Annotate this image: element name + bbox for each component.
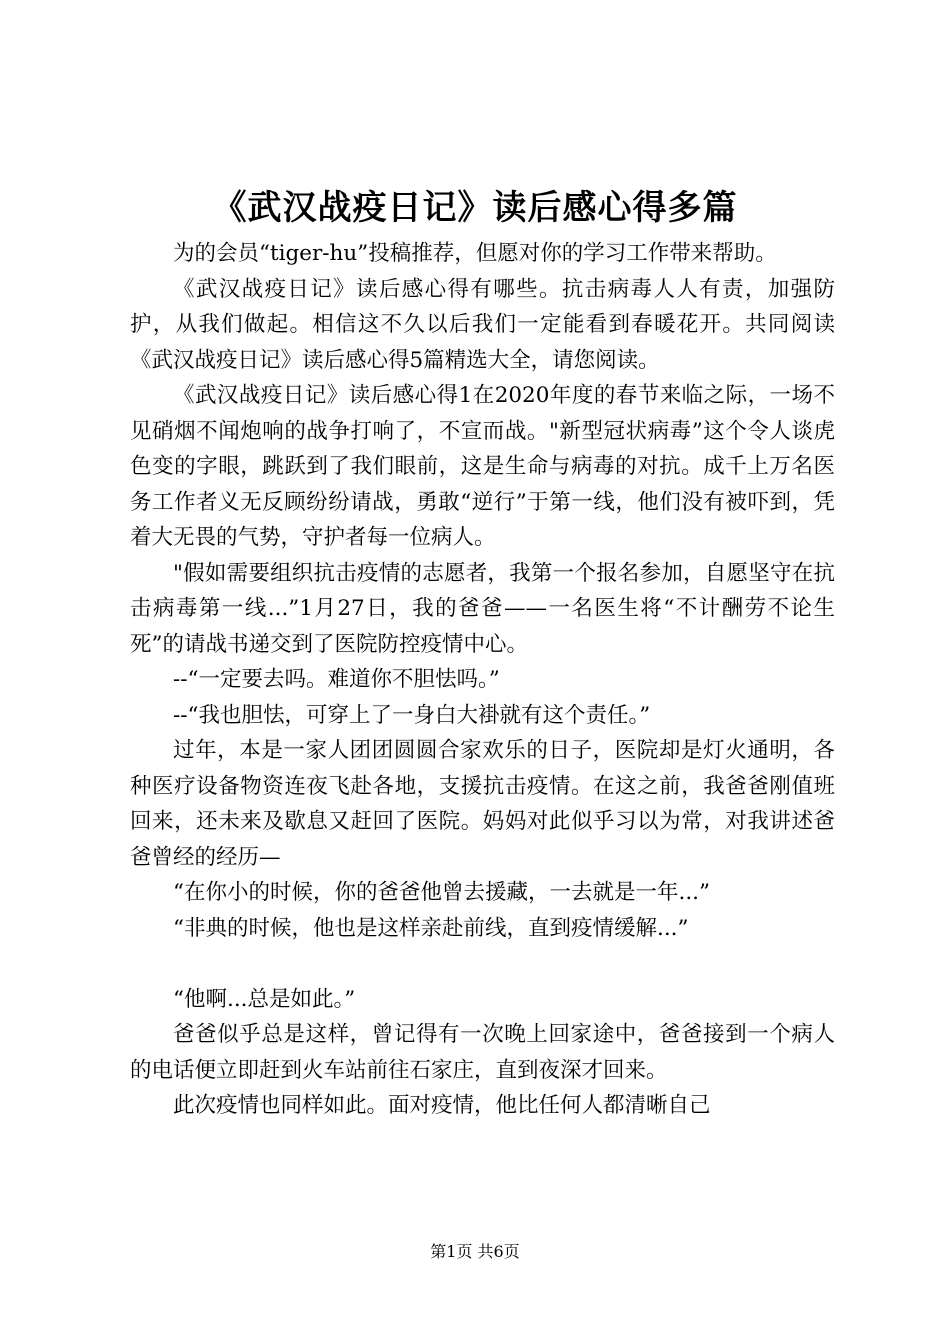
paragraph: “非典的时候，他也是这样亲赴前线，直到疫情缓解...” bbox=[173, 915, 689, 941]
paragraph: “他啊...总是如此。” bbox=[173, 986, 356, 1012]
paragraph: 《武汉战疫日记》读后感心得1在2020年度的春节来临之际，一场不见硝烟不闻炮响的战争打响了，不宣而战。"新型冠状病毒”这个令人谈虎色变的字眼，跳跃到了我们眼前，这是生命与病毒的对抗。成千上万名医务工作者义无反顾纷纷请战，勇敢“逆行”于第一线，他们没有被吓到，凭着大无畏的气势，守护者每一位病人。 bbox=[130, 383, 835, 550]
paragraph: "假如需要组织抗击疫情的志愿者，我第一个报名参加，自愿坚守在抗击病毒第一线...”1月27日，我的爸爸——一名医生将“不计酬劳不论生死”的请战书递交到了医院防控疫情中心。 bbox=[130, 560, 835, 657]
document-title: 《武汉战疫日记》读后感心得多篇 bbox=[212, 188, 738, 228]
page-footer: 第1页 共6页 bbox=[430, 1242, 520, 1261]
paragraph: 《武汉战疫日记》读后感心得有哪些。抗击病毒人人有责，加强防护，从我们做起。相信这不久以后我们一定能看到春暖花开。共同阅读《武汉战疫日记》读后感心得5篇精选大全，请您阅读。 bbox=[130, 276, 835, 373]
paragraph: 过年，本是一家人团团圆圆合家欢乐的日子，医院却是灯火通明，各种医疗设备物资连夜飞赴各地，支援抗击疫情。在这之前，我爸爸刚值班回来，还未来及歇息又赶回了医院。妈妈对此似乎习以为常，对我讲述爸爸曾经的经历— bbox=[130, 738, 835, 870]
document-body bbox=[130, 236, 835, 1124]
paragraph: 爸爸似乎总是这样，曾记得有一次晚上回家途中，爸爸接到一个病人的电话便立即赶到火车站前往石家庄，直到夜深才回来。 bbox=[130, 1022, 835, 1083]
paragraph: --“一定要去吗。难道你不胆怯吗。” bbox=[173, 667, 500, 692]
paragraph: “在你小的时候，你的爸爸他曾去援藏，一去就是一年...” bbox=[173, 880, 710, 905]
paragraph: 为的会员“tiger-hu”投稿推荐，但愿对你的学习工作带来帮助。 bbox=[173, 241, 777, 266]
paragraph: 此次疫情也同样如此。面对疫情，他比任何人都清晰自己 bbox=[173, 1093, 711, 1118]
paragraph: --“我也胆怯，可穿上了一身白大褂就有这个责任。” bbox=[173, 702, 651, 728]
